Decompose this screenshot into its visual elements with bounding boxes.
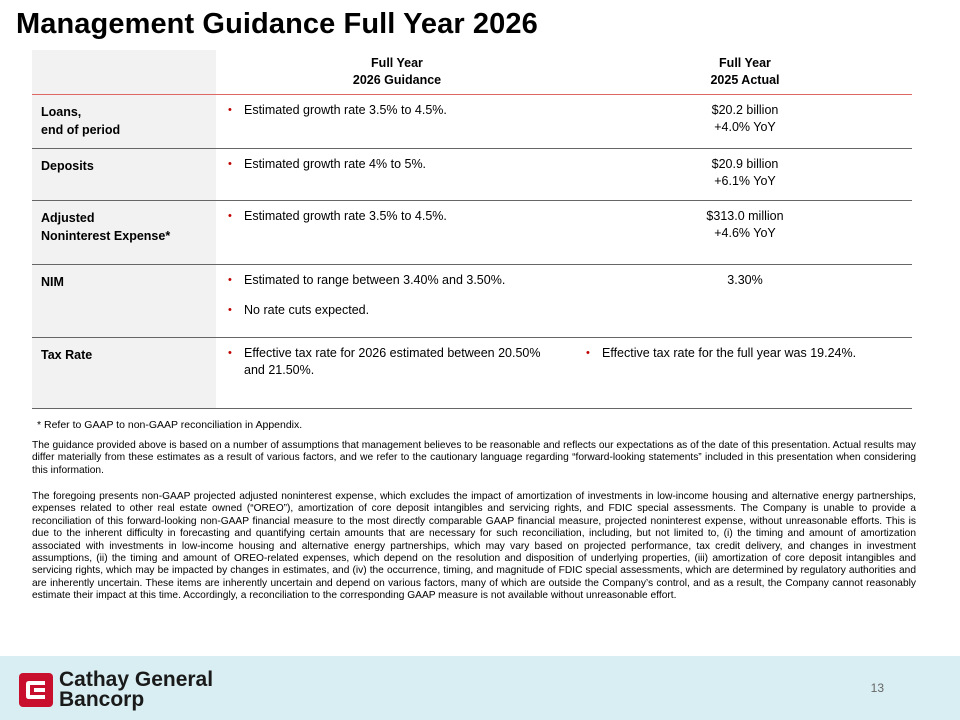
header-actual-line2: 2025 Actual	[710, 73, 780, 87]
guidance-text: Estimated growth rate 3.5% to 4.5%.	[244, 103, 447, 117]
row-guidance	[216, 95, 578, 148]
actual-change: +4.6% YoY	[714, 226, 776, 240]
company-name	[59, 670, 213, 710]
header-guidance-line2: 2026 Guidance	[352, 73, 442, 87]
row-label	[32, 149, 216, 200]
table-row-adjusted-noninterest-expense	[32, 201, 912, 265]
row-label-line2: end of period	[41, 123, 121, 137]
table-row-loans	[32, 95, 912, 149]
cathay-logo-icon	[19, 673, 53, 707]
actual-value: $20.9 billion	[711, 157, 779, 171]
guidance-table	[32, 50, 912, 409]
row-label-line1: NIM	[41, 275, 64, 289]
company-name-line1: Cathay General	[59, 668, 214, 691]
guidance-bullet	[228, 102, 570, 119]
guidance-bullet	[228, 302, 570, 319]
row-label	[32, 265, 216, 337]
header-guidance-cell	[216, 50, 578, 94]
actual-change: +4.0% YoY	[714, 120, 776, 134]
row-label-line2: Noninterest Expense*	[41, 229, 171, 243]
bullet-icon: •	[228, 158, 232, 170]
header-guidance-line1: Full Year	[371, 56, 423, 70]
row-label-line1: Tax Rate	[41, 348, 93, 362]
non-gaap-paragraph: The foregoing presents non-GAAP projected adjusted noninterest expense, which excludes the impact of amortization of investments in low-income housing and alternative energy partnerships, expenses related to other real estate owned (“OREO”), amortization of core deposit intangibles and servicing rights, and FDIC special assessments. The Company is unable to provide a reconciliation of this forward-looking non-GAAP financial measure to the most directly comparable GAAP financial measure, projected noninterest expense, without unreasonable efforts. This is due to the inherent difficulty in forecasting and quantifying certain amounts that are necessary for such reconciliation, including, but not limited to, (i) the timing and amount of amortization associated with investments in low-income housing and alternative energy partnerships, which may vary based on projected performance, tax credit delivery, and changes in investment assumptions, (ii) the timing and amount of OREO-related expenses, which depend on the resolution and disposition of underlying properties, (iii) amortization of core deposit intangibles and servicing rights, which may be impacted by changes in estimates, and (iv) the occurrence, timing, and magnitude of FDIC special assessments, which are determined by regulatory authorities and are inherently uncertain. These items are inherently uncertain and depend on various factors, many of which are outside the Company’s control, and as a result, the Company cannot reasonably estimate their impact at this time. Accordingly, a reconciliation to the corresponding GAAP measure is not available without unreasonable effort.	[32, 491, 916, 602]
disclaimer-paragraph: The guidance provided above is based on a number of assumptions that management believes to be reasonable and reflects our expectations as of the date of this presentation. Actual results may differ materially from these estimates as a result of various factors, and we refer to the cautionary language regarding “forward-looking statements” included in this presentation when considering this information.	[32, 440, 916, 476]
row-guidance	[216, 265, 578, 337]
footer-bar	[0, 656, 960, 720]
actual-value: 3.30%	[727, 273, 763, 287]
actual-value: $20.2 billion	[711, 103, 779, 117]
actual-text: Effective tax rate for the full year was 19.24%.	[602, 346, 857, 360]
row-label-line1: Adjusted	[41, 211, 95, 225]
guidance-text: Estimated to range between 3.40% and 3.50%.	[244, 273, 506, 287]
guidance-bullet	[228, 208, 570, 225]
row-label-line1: Deposits	[41, 159, 94, 173]
row-label	[32, 95, 216, 148]
table-row-tax-rate	[32, 338, 912, 409]
header-label-cell	[32, 50, 216, 94]
footnote: * Refer to GAAP to non-GAAP reconciliation in Appendix.	[37, 419, 303, 431]
bullet-icon: •	[228, 274, 232, 286]
row-actual	[578, 338, 912, 408]
row-guidance	[216, 338, 578, 408]
guidance-text: No rate cuts expected.	[244, 303, 370, 317]
company-name-line2: Bancorp	[59, 688, 145, 711]
guidance-bullet	[228, 272, 570, 289]
actual-change: +6.1% YoY	[714, 174, 776, 188]
bullet-icon: •	[586, 347, 590, 359]
table-row-nim	[32, 265, 912, 338]
row-guidance	[216, 201, 578, 264]
actual-bullet	[586, 345, 904, 362]
guidance-text: Estimated growth rate 4% to 5%.	[244, 157, 427, 171]
company-logo	[19, 670, 213, 710]
page-number: 13	[870, 681, 884, 695]
guidance-bullet	[228, 156, 570, 173]
header-actual-line1: Full Year	[719, 56, 771, 70]
guidance-text: Effective tax rate for 2026 estimated between 20.50% and 21.50%.	[244, 346, 541, 377]
actual-value: $313.0 million	[706, 209, 784, 223]
row-label-line1: Loans,	[41, 105, 82, 119]
bullet-icon: •	[228, 210, 232, 222]
row-actual	[578, 265, 912, 337]
table-header-row	[32, 50, 912, 95]
row-guidance	[216, 149, 578, 200]
row-actual	[578, 149, 912, 200]
guidance-text: Estimated growth rate 3.5% to 4.5%.	[244, 209, 447, 223]
header-actual-cell	[578, 50, 912, 94]
guidance-bullet	[228, 345, 570, 379]
row-actual	[578, 95, 912, 148]
bullet-icon: •	[228, 347, 232, 359]
row-label	[32, 338, 216, 408]
table-row-deposits	[32, 149, 912, 201]
bullet-icon: •	[228, 104, 232, 116]
row-actual	[578, 201, 912, 264]
bullet-icon: •	[228, 304, 232, 316]
row-label	[32, 201, 216, 264]
page-title: Management Guidance Full Year 2026	[16, 8, 538, 40]
